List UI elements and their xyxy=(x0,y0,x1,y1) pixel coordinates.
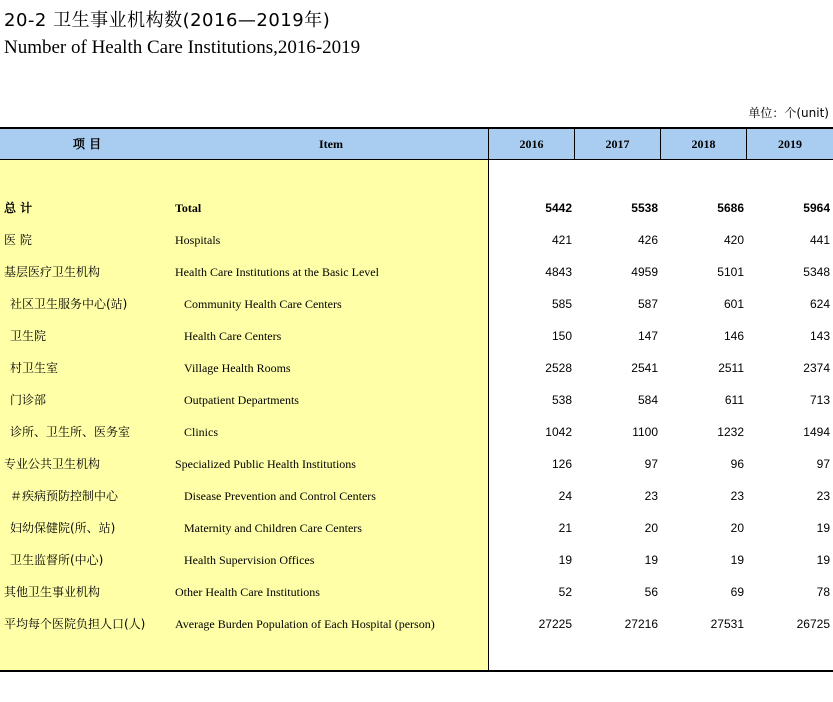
cell-value-2017: 587 xyxy=(637,297,658,311)
row-label-en: Hospitals xyxy=(175,233,221,247)
cell-value-2016: 21 xyxy=(558,521,572,535)
cell-value-2016: 1042 xyxy=(545,425,572,439)
cell-value-2019: 26725 xyxy=(796,617,830,631)
cell-value-2018: 23 xyxy=(730,489,744,503)
cell-value-2016: 421 xyxy=(551,233,572,247)
cell-value-2017: 4959 xyxy=(631,265,658,279)
table-row xyxy=(0,352,833,384)
cell-value-2018: 27531 xyxy=(710,617,744,631)
cell-value-2018: 601 xyxy=(723,297,744,311)
row-label-cn: 其他卫生事业机构 xyxy=(4,585,101,599)
cell-value-2017: 97 xyxy=(644,457,658,471)
cell-value-2019: 1494 xyxy=(803,425,830,439)
row-label-cn: 村卫生室 xyxy=(10,361,59,375)
cell-value-2016: 538 xyxy=(551,393,572,407)
row-label-cn: 门诊部 xyxy=(10,393,47,407)
row-label-en: Clinics xyxy=(184,425,219,439)
row-label-cn: 医 院 xyxy=(4,233,32,247)
table-row xyxy=(0,576,833,608)
row-label-cn: 总 计 xyxy=(4,201,33,215)
cell-value-2017: 20 xyxy=(644,521,658,535)
cell-value-2019: 78 xyxy=(816,585,830,599)
cell-value-2016: 52 xyxy=(558,585,572,599)
cell-value-2019: 2374 xyxy=(803,361,830,375)
header-year-2017: 2017 xyxy=(605,137,630,151)
cell-value-2017: 23 xyxy=(644,489,658,503)
cell-value-2019: 19 xyxy=(816,521,830,535)
row-label-cn: 妇幼保健院(所、站) xyxy=(10,521,116,535)
row-label-en: Health Care Institutions at the Basic Level xyxy=(175,265,379,279)
row-label-cn: 社区卫生服务中心(站) xyxy=(10,297,128,311)
cell-value-2016: 2528 xyxy=(545,361,572,375)
row-label-en: Community Health Care Centers xyxy=(184,297,342,311)
cell-value-2018: 146 xyxy=(723,329,744,343)
row-label-cn: ＃疾病预防控制中心 xyxy=(10,489,119,503)
cell-value-2017: 56 xyxy=(644,585,658,599)
header-year-2018: 2018 xyxy=(691,137,716,151)
cell-value-2019: 143 xyxy=(809,329,830,343)
row-label-en: Maternity and Children Care Centers xyxy=(184,521,362,535)
cell-value-2016: 5442 xyxy=(545,201,572,215)
row-label-cn: 专业公共卫生机构 xyxy=(4,457,101,471)
cell-value-2016: 4843 xyxy=(545,265,572,279)
row-label-en: Outpatient Departments xyxy=(184,393,299,407)
header-year-2019: 2019 xyxy=(778,137,802,151)
table-body xyxy=(0,160,833,672)
header-item-cn: 项 目 xyxy=(72,137,102,151)
cell-value-2019: 5964 xyxy=(803,201,830,215)
table-row xyxy=(0,608,833,640)
cell-value-2018: 96 xyxy=(730,457,744,471)
table-row xyxy=(0,544,833,576)
row-label-cn: 诊所、卫生所、医务室 xyxy=(10,425,131,439)
table-title-en: Number of Health Care Institutions,2016-2019 xyxy=(4,37,361,58)
header-year-2016: 2016 xyxy=(519,137,544,151)
table-row xyxy=(0,512,833,544)
table-title-cn: 20-2 卫生事业机构数(2016—2019年) xyxy=(4,10,331,31)
cell-value-2018: 69 xyxy=(730,585,744,599)
table-header xyxy=(0,127,833,160)
cell-value-2017: 2541 xyxy=(631,361,658,375)
row-label-cn: 平均每个医院负担人口(人) xyxy=(4,617,146,631)
table-row xyxy=(0,448,833,480)
cell-value-2018: 1232 xyxy=(717,425,744,439)
cell-value-2016: 585 xyxy=(551,297,572,311)
cell-value-2017: 19 xyxy=(644,553,658,567)
data-table xyxy=(0,127,833,672)
cell-value-2019: 19 xyxy=(816,553,830,567)
row-label-en: Village Health Rooms xyxy=(184,361,291,375)
row-label-en: Health Supervision Offices xyxy=(184,553,315,567)
header-item-en: Item xyxy=(319,137,343,151)
cell-value-2018: 420 xyxy=(723,233,744,247)
cell-value-2018: 5101 xyxy=(717,265,744,279)
cell-value-2019: 23 xyxy=(816,489,830,503)
table-row xyxy=(0,384,833,416)
row-label-cn: 基层医疗卫生机构 xyxy=(4,265,101,279)
row-label-en: Specialized Public Health Institutions xyxy=(175,457,356,471)
cell-value-2017: 147 xyxy=(637,329,658,343)
table-row xyxy=(0,416,833,448)
row-label-cn: 卫生院 xyxy=(10,329,47,343)
row-label-en: Average Burden Population of Each Hospital (person) xyxy=(175,617,435,631)
cell-value-2016: 126 xyxy=(551,457,572,471)
table-row xyxy=(0,320,833,352)
row-label-en: Total xyxy=(175,201,202,215)
unit-label: 单位：个(unit) xyxy=(748,106,829,120)
cell-value-2019: 5348 xyxy=(803,265,830,279)
cell-value-2019: 97 xyxy=(816,457,830,471)
table-row xyxy=(0,224,833,256)
table-row xyxy=(0,288,833,320)
cell-value-2018: 19 xyxy=(730,553,744,567)
cell-value-2019: 624 xyxy=(809,297,830,311)
cell-value-2017: 426 xyxy=(637,233,658,247)
cell-value-2016: 27225 xyxy=(538,617,572,631)
cell-value-2016: 19 xyxy=(558,553,572,567)
row-label-cn: 卫生监督所(中心) xyxy=(10,553,104,567)
cell-value-2017: 27216 xyxy=(624,617,658,631)
table-row xyxy=(0,256,833,288)
table-row xyxy=(0,192,833,224)
cell-value-2019: 713 xyxy=(809,393,830,407)
cell-value-2017: 1100 xyxy=(632,425,658,439)
cell-value-2018: 2511 xyxy=(718,361,744,375)
row-label-en: Disease Prevention and Control Centers xyxy=(184,489,376,503)
cell-value-2018: 5686 xyxy=(717,201,744,215)
cell-value-2016: 150 xyxy=(551,329,572,343)
row-label-en: Other Health Care Institutions xyxy=(175,585,320,599)
cell-value-2018: 20 xyxy=(730,521,744,535)
cell-value-2017: 584 xyxy=(637,393,658,407)
cell-value-2016: 24 xyxy=(558,489,572,503)
table-row xyxy=(0,480,833,512)
cell-value-2017: 5538 xyxy=(631,201,658,215)
row-label-en: Health Care Centers xyxy=(184,329,282,343)
cell-value-2019: 441 xyxy=(809,233,830,247)
cell-value-2018: 611 xyxy=(724,393,744,407)
